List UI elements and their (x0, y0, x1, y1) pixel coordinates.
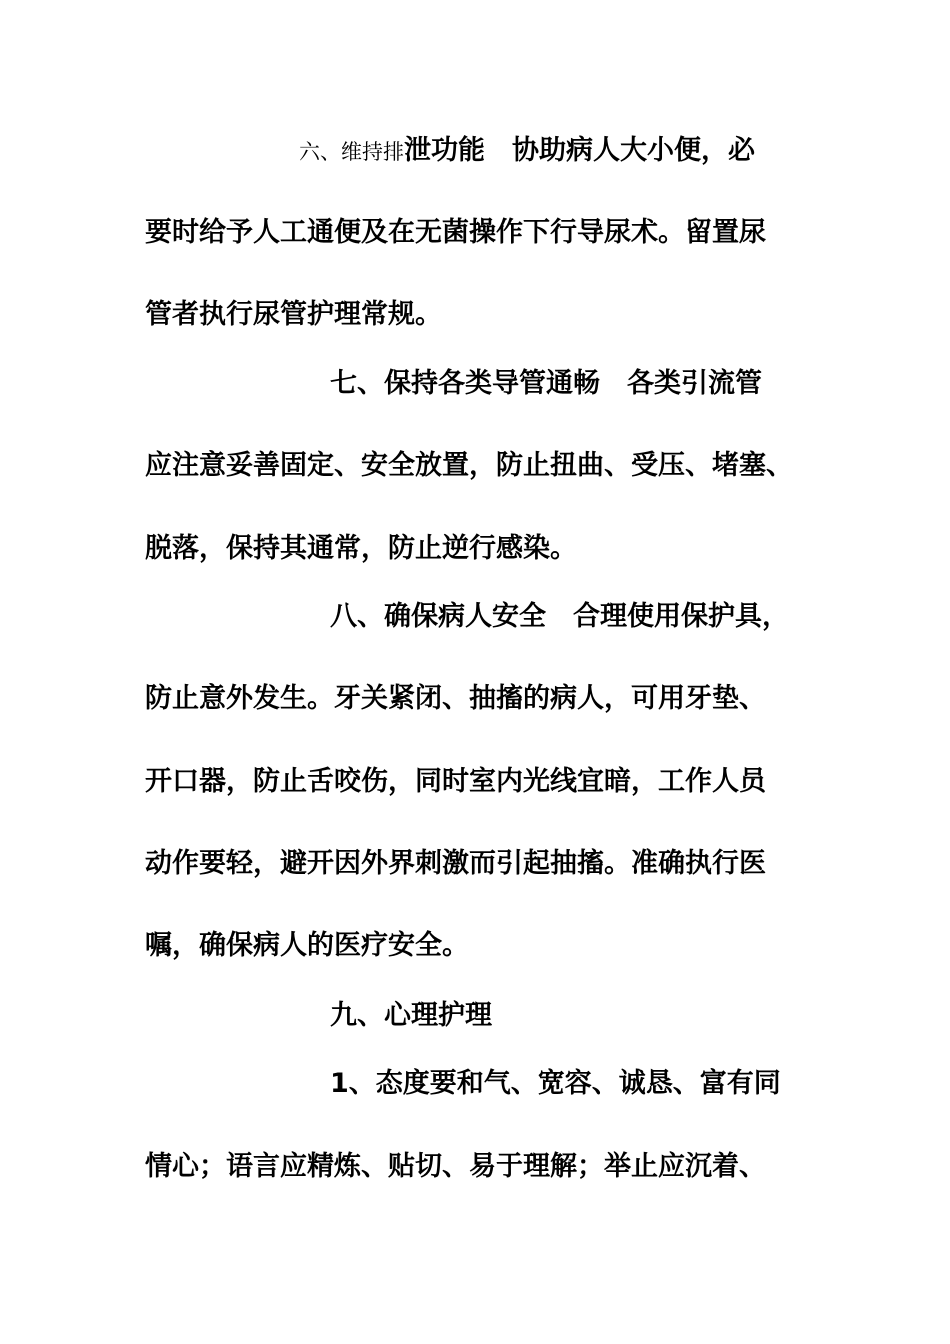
paragraph-8-line-3: 开口器，防止舌咬伤，同时室内光线宜暗，工作人员 (145, 766, 766, 797)
paragraph-6-line-3: 管者执行尿管护理常规。 (145, 299, 442, 330)
paragraph-6-line-2: 要时给予人工通便及在无菌操作下行导尿术。留置尿 (145, 217, 766, 248)
paragraph-8-line-1: 八、确保病人安全 合理使用保护具， (330, 601, 789, 632)
paragraph-7-line-1: 七、保持各类导管通畅 各类引流管 (330, 368, 762, 399)
paragraph-7-line-2: 应注意妥善固定、安全放置，防止扭曲、受压、堵塞、 (145, 450, 793, 481)
item-1-line-2: 情心；语言应精炼、贴切、易于理解；举止应沉着、 (145, 1151, 766, 1182)
paragraph-8-line-2: 防止意外发生。牙关紧闭、抽搐的病人，可用牙垫、 (145, 683, 766, 714)
item-1-line-1: 1、态度要和气、宽容、诚恳、富有同 (330, 1068, 781, 1099)
paragraph-7-line-3: 脱落，保持其通常，防止逆行感染。 (145, 533, 577, 564)
paragraph-6-line-1 (299, 133, 755, 170)
paragraph-6-heading-start: 六、维持排 (299, 140, 404, 164)
section-9-heading: 九、心理护理 (330, 1000, 492, 1031)
paragraph-6-line-1-text: 泄功能 协助病人大小便，必 (404, 135, 755, 166)
paragraph-8-line-5: 嘱，确保病人的医疗安全。 (145, 930, 469, 961)
paragraph-8-line-4: 动作要轻，避开因外界刺激而引起抽搐。准确执行医 (145, 848, 766, 879)
